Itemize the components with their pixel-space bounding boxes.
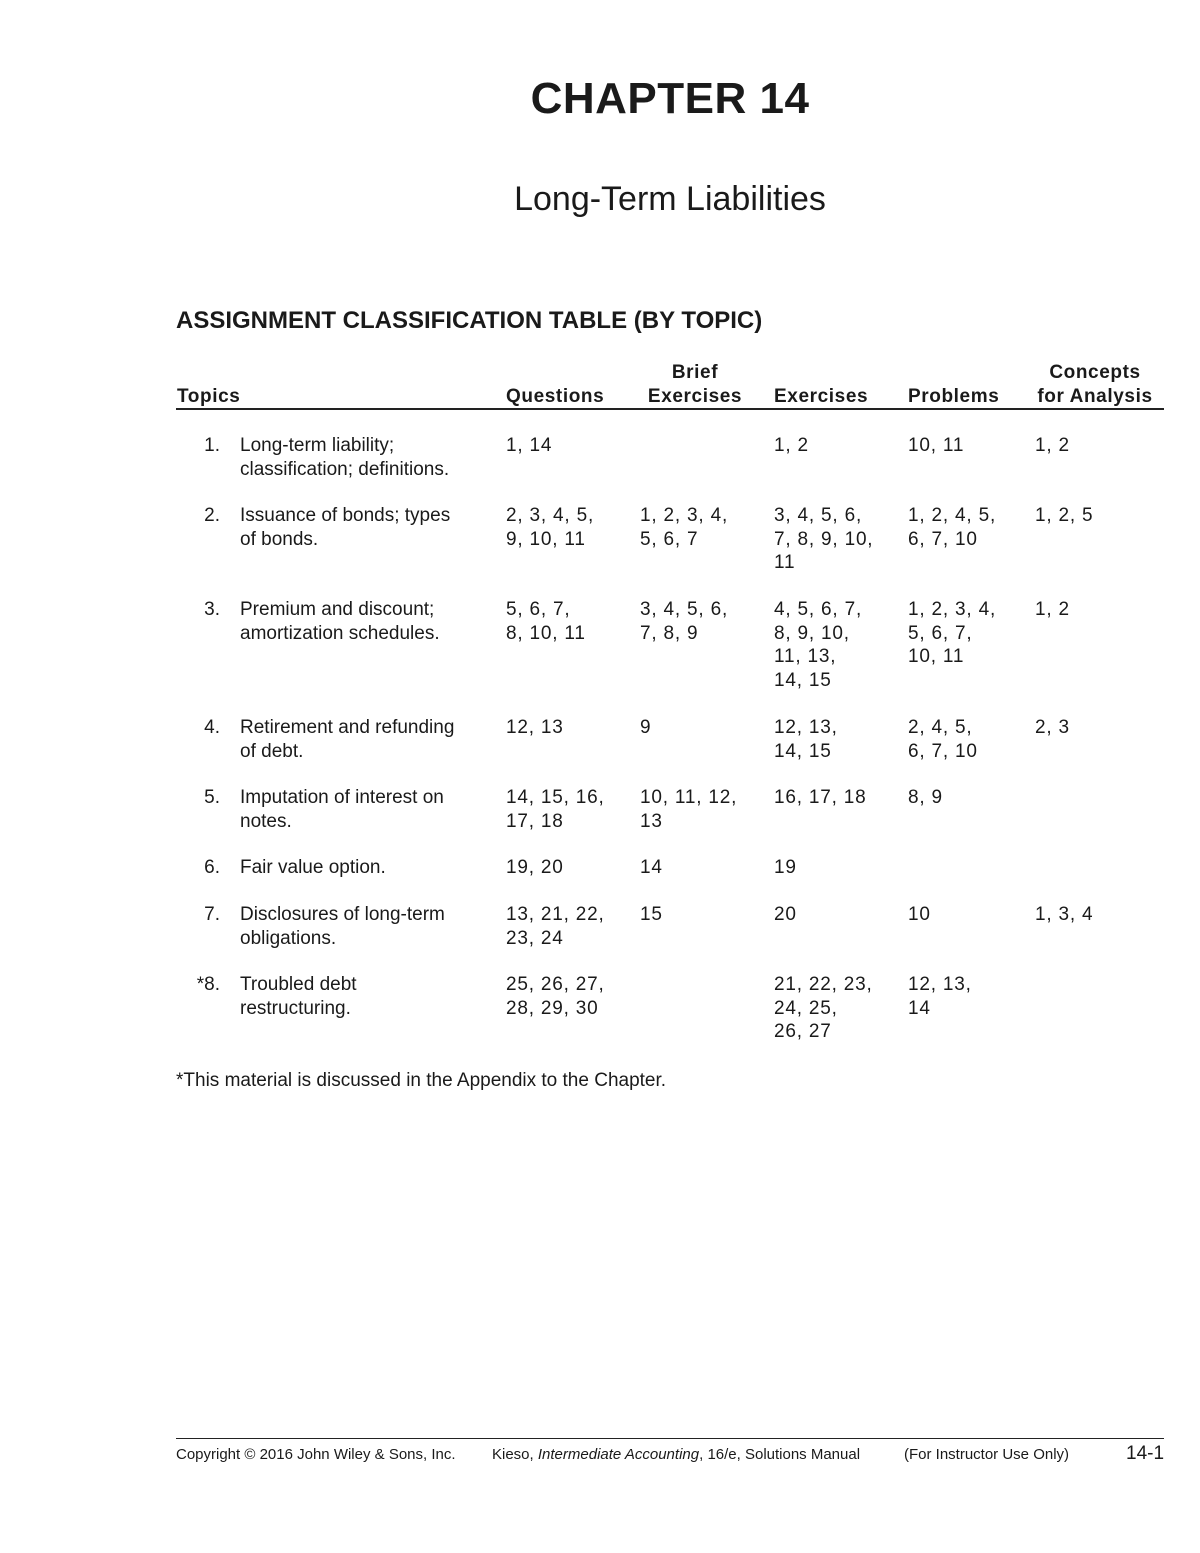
row-7-exercises: 20	[774, 904, 797, 925]
row-2-topic: Issuance of bonds; types of bonds.	[240, 505, 451, 550]
row-7-problems: 10	[908, 904, 931, 925]
header-brief-line1: Brief	[671, 362, 719, 383]
row-5-num: 5.	[204, 787, 220, 808]
row-1-topic: Long-term liability; classification; definitions.	[240, 435, 450, 480]
row-7-brief: 15	[640, 904, 663, 925]
footnote: *This material is discussed in the Appendix to the Chapter.	[176, 1070, 667, 1091]
row-2-questions: 2, 3, 4, 5, 9, 10, 11	[506, 505, 595, 550]
footer-book-title: Intermediate Accounting	[537, 1446, 700, 1463]
footer-book: Kieso, Intermediate Accounting, 16/e, Solutions Manual	[492, 1446, 861, 1463]
footer-edition: 16/e, Solutions Manual	[707, 1446, 861, 1463]
row-6-exercises: 19	[774, 857, 797, 878]
row-7-num: 7.	[204, 904, 220, 925]
row-2-problems: 1, 2, 4, 5, 6, 7, 10	[908, 505, 997, 550]
row-1-questions: 1, 14	[506, 435, 553, 456]
row-6-topic: Fair value option.	[240, 857, 386, 878]
chapter-title: CHAPTER 14	[530, 74, 810, 123]
row-1-exercises: 1, 2	[774, 435, 809, 456]
row-8-num: *8.	[196, 974, 220, 995]
header-topics: Topics	[177, 386, 241, 407]
header-concepts-line1: Concepts	[1049, 362, 1141, 383]
header-brief-line2: Exercises	[647, 386, 743, 407]
header-rule	[176, 408, 1164, 410]
row-2-exercises: 3, 4, 5, 6, 7, 8, 9, 10, 11	[774, 505, 874, 573]
row-3-topic: Premium and discount; amortization schedules.	[240, 599, 440, 644]
header-concepts-line2: for Analysis	[1037, 386, 1153, 407]
chapter-subtitle: Long-Term Liabilities	[514, 180, 826, 218]
row-7-questions: 13, 21, 22, 23, 24	[506, 904, 605, 949]
row-3-concepts: 1, 2	[1035, 599, 1070, 620]
row-4-topic: Retirement and refunding of debt.	[240, 717, 455, 762]
header-exercises: Exercises	[774, 386, 869, 407]
row-4-exercises: 12, 13, 14, 15	[774, 717, 838, 762]
row-8-exercises: 21, 22, 23, 24, 25, 26, 27	[774, 974, 873, 1042]
row-4-questions: 12, 13	[506, 717, 564, 738]
row-3-exercises: 4, 5, 6, 7, 8, 9, 10, 11, 13, 14, 15	[774, 599, 863, 691]
row-1-num: 1.	[204, 435, 220, 456]
row-5-exercises: 16, 17, 18	[774, 787, 867, 808]
row-4-num: 4.	[204, 717, 220, 738]
footer-copyright: Copyright © 2016 John Wiley & Sons, Inc.	[176, 1446, 456, 1463]
footer-author: Kieso,	[492, 1446, 534, 1463]
footer-rule	[176, 1438, 1164, 1439]
row-3-questions: 5, 6, 7, 8, 10, 11	[506, 599, 586, 644]
row-3-problems: 1, 2, 3, 4, 5, 6, 7, 10, 11	[908, 599, 997, 667]
row-3-brief: 3, 4, 5, 6, 7, 8, 9	[640, 599, 729, 644]
row-4-brief: 9	[640, 717, 652, 738]
row-1-problems: 10, 11	[908, 435, 965, 456]
row-8-topic: Troubled debt restructuring.	[240, 974, 357, 1019]
row-6-num: 6.	[204, 857, 220, 878]
row-5-topic: Imputation of interest on notes.	[240, 787, 444, 832]
row-3-num: 3.	[204, 599, 220, 620]
row-4-problems: 2, 4, 5, 6, 7, 10	[908, 717, 978, 762]
row-4-concepts: 2, 3	[1035, 717, 1070, 738]
row-1-concepts: 1, 2	[1035, 435, 1070, 456]
row-5-questions: 14, 15, 16, 17, 18	[506, 787, 605, 832]
row-5-brief: 10, 11, 12, 13	[640, 787, 738, 832]
row-8-questions: 25, 26, 27, 28, 29, 30	[506, 974, 605, 1019]
table-heading: ASSIGNMENT CLASSIFICATION TABLE (BY TOPIC)	[176, 307, 763, 334]
row-6-questions: 19, 20	[506, 857, 564, 878]
row-2-num: 2.	[204, 505, 220, 526]
row-5-problems: 8, 9	[908, 787, 943, 808]
header-questions: Questions	[506, 386, 605, 407]
row-6-brief: 14	[640, 857, 663, 878]
row-7-topic: Disclosures of long-term obligations.	[240, 904, 445, 949]
row-8-problems: 12, 13, 14	[908, 974, 972, 1019]
row-7-concepts: 1, 3, 4	[1035, 904, 1094, 925]
page-number: 14-1	[1126, 1443, 1165, 1464]
row-2-brief: 1, 2, 3, 4, 5, 6, 7	[640, 505, 729, 550]
footer-use-note: (For Instructor Use Only)	[904, 1446, 1070, 1463]
header-problems: Problems	[908, 386, 1000, 407]
row-2-concepts: 1, 2, 5	[1035, 505, 1094, 526]
